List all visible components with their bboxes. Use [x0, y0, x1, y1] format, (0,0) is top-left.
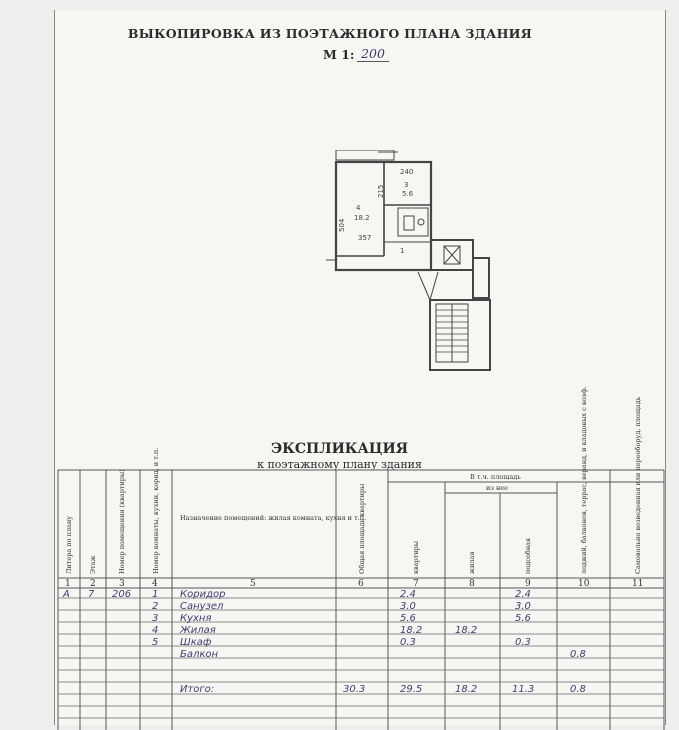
col-num-6: 6: [358, 579, 364, 589]
row4-apartment: 18.2: [400, 625, 423, 636]
row1-floor: 7: [88, 589, 95, 600]
row1-room: 1: [152, 589, 159, 600]
col-num-3: 3: [119, 579, 125, 589]
header-floor: Этаж: [89, 555, 97, 574]
row5-apartment: 0.3: [400, 637, 416, 648]
document-title: ВЫКОПИРОВКА ИЗ ПОЭТАЖНОГО ПЛАНА ЗДАНИЯ: [127, 26, 533, 41]
plan-kitchen-number: 3: [404, 181, 409, 189]
header-total-area: Общая площадь квартиры: [358, 483, 366, 574]
header-purpose: Назначение помещений: жилая комната, кухня и т.п.: [180, 514, 367, 522]
col-num-5: 5: [250, 579, 256, 589]
explication-title: ЭКСПЛИКАЦИЯ: [270, 441, 409, 457]
col-num-8: 8: [469, 579, 475, 589]
header-incl-area: В т.ч. площадь: [470, 473, 521, 481]
col-num-2: 2: [90, 579, 96, 589]
header-unauthorized: Самовольно возведенная или переоборуд. площадь: [634, 396, 642, 574]
total-apartment: 29.5: [400, 684, 423, 695]
plan-inner-dim: 357: [358, 234, 372, 242]
plan-width-dim: 215: [377, 184, 385, 198]
row1-premise: 206: [112, 589, 132, 600]
total-area: 30.3: [343, 684, 366, 695]
col-num-4: 4: [152, 579, 158, 589]
row1-litera: А: [63, 589, 70, 600]
row4-room: 4: [152, 625, 159, 636]
row6-loggia: 0.8: [570, 649, 586, 660]
row3-apartment: 5.6: [400, 613, 416, 624]
header-apartment: квартиры: [412, 540, 420, 574]
scale-value: 200: [357, 46, 389, 62]
col-num-10: 10: [578, 579, 590, 589]
row1-aux: 2.4: [515, 589, 531, 600]
row3-aux: 5.6: [515, 613, 531, 624]
explication-subtitle: к поэтажному плану здания: [257, 458, 422, 471]
header-auxiliary: подсобная: [524, 537, 532, 574]
row2-room: 2: [152, 601, 159, 612]
row2-name: Санузел: [180, 601, 224, 612]
header-litera: Литера по плану: [65, 515, 73, 574]
plan-kitchen-area: 5.6: [402, 190, 414, 198]
header-living: жилая: [468, 551, 476, 574]
header-premise-no: Номер помещения (квартиры): [118, 469, 126, 574]
row3-room: 3: [152, 613, 159, 624]
total-aux: 11.3: [512, 684, 535, 695]
row5-name: Шкаф: [180, 637, 212, 648]
plan-room-number: 4: [356, 204, 361, 212]
row4-living: 18.2: [455, 625, 478, 636]
row3-name: Кухня: [180, 613, 212, 624]
row2-apartment: 3.0: [400, 601, 416, 612]
row6-name: Балкон: [180, 649, 219, 660]
col-num-11: 11: [632, 579, 644, 589]
plan-length-dim: 504: [338, 218, 346, 232]
col-num-7: 7: [413, 579, 419, 589]
row5-room: 5: [152, 637, 159, 648]
row1-apartment: 2.4: [400, 589, 416, 600]
plan-room-area: 18.2: [354, 214, 370, 222]
header-loggias: лоджий, балконов, террас, веранд, и кладовых с коэф.: [580, 386, 588, 574]
row1-name: Коридор: [180, 589, 226, 600]
header-of-which: из нее: [486, 484, 508, 492]
row5-aux: 0.3: [515, 637, 531, 648]
total-loggia: 0.8: [570, 684, 586, 695]
plan-balcony-dim: 240: [400, 168, 414, 176]
total-name: Итого:: [180, 684, 215, 695]
header-room-no: Номер комнаты, кухни, корид. и т.п.: [152, 447, 160, 574]
row4-name: Жилая: [180, 625, 216, 636]
col-num-9: 9: [525, 579, 531, 589]
plan-corridor-number: 1: [400, 247, 405, 255]
col-num-1: 1: [65, 579, 71, 589]
total-living: 18.2: [455, 684, 478, 695]
scale-label: М 1:: [323, 47, 355, 62]
row2-aux: 3.0: [515, 601, 531, 612]
